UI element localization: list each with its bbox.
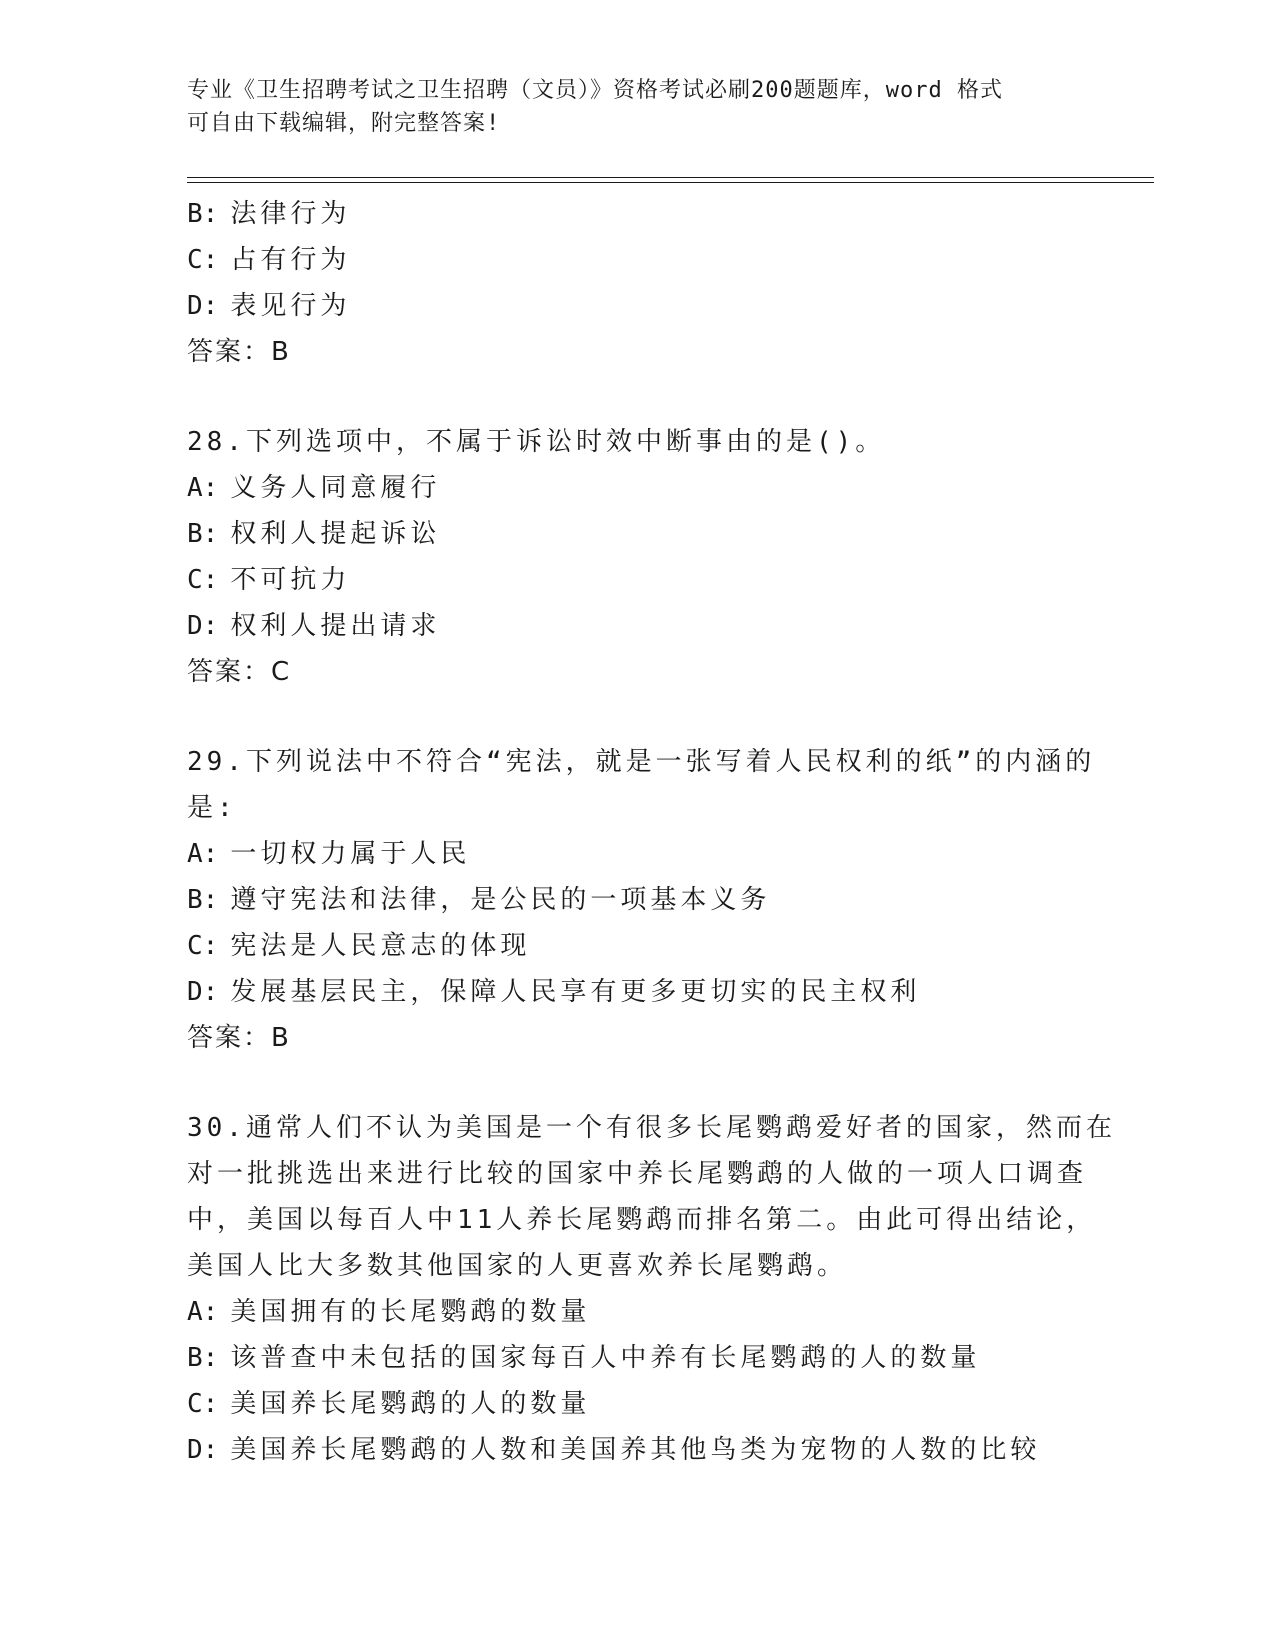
option-c (187, 1381, 1087, 1427)
option-letter: B: (187, 199, 219, 229)
header-rule-top (187, 177, 1154, 178)
option-text: 不可抗力 (230, 565, 351, 595)
option-text: 权利人提起诉讼 (230, 519, 441, 549)
question-stem: 29.下列说法中不符合“宪法，就是一张写着人民权利的纸”的内涵的 (187, 747, 1096, 777)
question-stem: 中，美国以每百人中11人养长尾鹦鹉而排名第二。由此可得出结论， (187, 1205, 1097, 1235)
option-letter: A: (187, 473, 219, 503)
header-rule-bottom (187, 182, 1154, 183)
option-text: 义务人同意履行 (230, 473, 441, 503)
question-stem: 30.通常人们不认为美国是一个有很多长尾鹦鹉爱好者的国家，然而在 (187, 1113, 1116, 1143)
option-letter: C: (187, 245, 219, 275)
question-stem: 是: (187, 793, 237, 823)
option-a (187, 1289, 1087, 1335)
option-text: 美国养长尾鹦鹉的人的数量 (230, 1389, 591, 1419)
option-text: 占有行为 (230, 245, 351, 275)
option-d (187, 283, 1087, 329)
option-text: 美国拥有的长尾鹦鹉的数量 (230, 1297, 591, 1327)
option-letter: C: (187, 931, 219, 961)
option-letter: C: (187, 1389, 219, 1419)
question-stem: 对一批挑选出来进行比较的国家中养长尾鹦鹉的人做的一项人口调查 (187, 1159, 1088, 1189)
header-line-2: 可自由下载编辑，附完整答案! (187, 111, 501, 136)
option-text: 表见行为 (230, 291, 351, 321)
option-letter: B: (187, 885, 219, 915)
question-28 (187, 419, 1087, 695)
option-b (187, 877, 1087, 923)
option-letter: D: (187, 611, 219, 641)
header-line-1: 专业《卫生招聘考试之卫生招聘（文员）》资格考试必刷200题题库，word 格式 (187, 78, 1003, 103)
option-text: 发展基层民主，保障人民享有更多更切实的民主权利 (230, 977, 921, 1007)
option-c (187, 557, 1087, 603)
answer-line: 答案：B (187, 337, 291, 367)
option-text: 法律行为 (230, 199, 351, 229)
spacer (187, 375, 1087, 419)
option-letter: D: (187, 977, 219, 1007)
option-text: 美国养长尾鹦鹉的人数和美国养其他鸟类为宠物的人数的比较 (230, 1435, 1041, 1465)
option-d (187, 603, 1087, 649)
spacer (187, 1061, 1087, 1105)
option-text: 该普查中未包括的国家每百人中养有长尾鹦鹉的人的数量 (230, 1343, 981, 1373)
spacer (187, 695, 1087, 739)
option-c (187, 923, 1087, 969)
document-body (187, 191, 1116, 1473)
option-b (187, 191, 1087, 237)
option-c (187, 237, 1087, 283)
option-b (187, 511, 1087, 557)
question-stem: 美国人比大多数其他国家的人更喜欢养长尾鹦鹉。 (187, 1251, 848, 1281)
option-text: 遵守宪法和法律，是公民的一项基本义务 (230, 885, 771, 915)
question-30 (187, 1105, 1116, 1473)
option-text: 一切权力属于人民 (230, 839, 471, 869)
question-stem: 28.下列选项中，不属于诉讼时效中断事由的是()。 (187, 427, 886, 457)
option-letter: D: (187, 291, 219, 321)
option-d (187, 969, 1087, 1015)
option-text: 宪法是人民意志的体现 (230, 931, 531, 961)
document-header (187, 74, 1067, 140)
option-letter: A: (187, 839, 219, 869)
option-d (187, 1427, 1087, 1473)
option-letter: B: (187, 1343, 219, 1373)
option-a (187, 831, 1087, 877)
option-letter: D: (187, 1435, 219, 1465)
answer-line: 答案：B (187, 1023, 291, 1053)
question-29 (187, 739, 1096, 1061)
option-b (187, 1335, 1087, 1381)
answer-line: 答案：C (187, 657, 292, 687)
option-letter: C: (187, 565, 219, 595)
question-27-tail (187, 191, 1087, 375)
option-a (187, 465, 1087, 511)
option-letter: A: (187, 1297, 219, 1327)
option-text: 权利人提出请求 (230, 611, 441, 641)
option-letter: B: (187, 519, 219, 549)
